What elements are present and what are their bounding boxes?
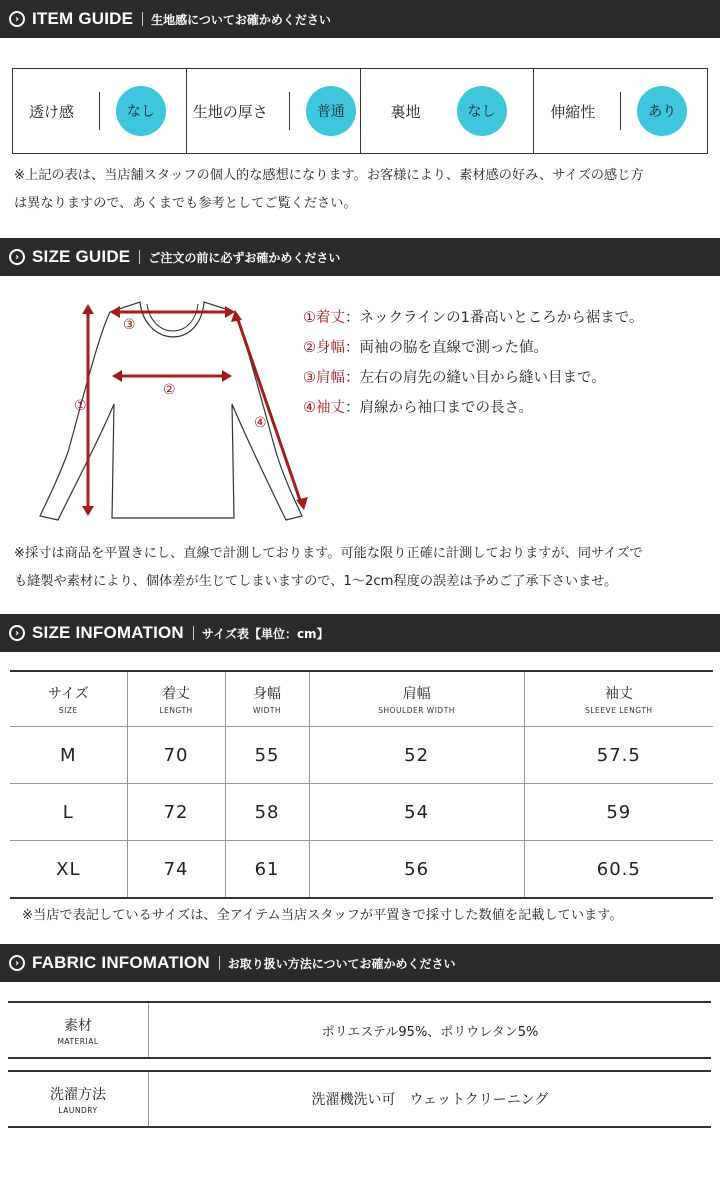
row-header: 洗濯方法 LAUNDRY [8, 1071, 149, 1127]
column-header: 肩幅 SHOULDER WIDTH [309, 671, 524, 727]
table-header-row [10, 671, 713, 727]
size-guide-header [0, 238, 720, 276]
table-cell: XL [10, 841, 127, 899]
item-guide-header [0, 0, 720, 38]
section-title: SIZE INFOMATION [32, 623, 184, 642]
item-guide-cell [361, 69, 535, 153]
item-guide-label: 生地の厚さ [192, 102, 268, 121]
definition-row: ③肩幅：左右の肩先の縫い目から縫い目まで。 [303, 370, 606, 386]
table-cell: 54 [309, 784, 524, 841]
item-guide-badge: あり [637, 86, 687, 136]
section-subtitle: 生地感についてお確かめください [151, 12, 331, 27]
table-row [8, 1002, 711, 1058]
definition-row: ④袖丈：肩線から袖口までの長さ。 [303, 400, 533, 416]
table-cell: 57.5 [524, 727, 713, 784]
laundry-value: 洗濯機洗い可 ウェットクリーニング [149, 1071, 712, 1127]
section-subtitle: サイズ表【単位：cm】 [201, 626, 329, 641]
row-header: 素材 MATERIAL [8, 1002, 149, 1058]
measurement-definitions [303, 303, 644, 423]
item-guide-badge: 普通 [306, 86, 356, 136]
item-note [14, 162, 644, 218]
divider [219, 956, 220, 970]
item-guide-table [12, 68, 708, 154]
table-cell: L [10, 784, 127, 841]
note-line: は異なりますので、あくまでも参考としてご覧ください。 [14, 196, 357, 211]
table-cell: M [10, 727, 127, 784]
shirt-diagram [30, 292, 320, 528]
column-header: 身幅 WIDTH [225, 671, 309, 727]
size-info-header [0, 614, 720, 652]
section-title: SIZE GUIDE [32, 247, 131, 266]
table-row [10, 784, 713, 841]
chevron-right-circle-icon: › [9, 955, 25, 971]
divider [142, 12, 143, 26]
divider [193, 626, 194, 640]
item-guide-label: 裏地 [390, 102, 421, 121]
item-guide-label: 伸縮性 [550, 102, 596, 121]
table-row [10, 841, 713, 899]
divider [139, 250, 140, 264]
size-table [10, 670, 713, 899]
definition-row: ②身幅：両袖の脇を直線で測った値。 [303, 340, 548, 356]
item-guide-cell [13, 69, 187, 153]
chevron-right-circle-icon: › [9, 625, 25, 641]
section-subtitle: お取り扱い方法についてお確かめください [227, 956, 456, 971]
table-row [8, 1071, 711, 1127]
table-cell: 59 [524, 784, 713, 841]
section-title: FABRIC INFOMATION [32, 953, 210, 972]
table-cell: 70 [127, 727, 225, 784]
column-header: 袖丈 SLEEVE LENGTH [524, 671, 713, 727]
table-note: ※当店で表記しているサイズは、全アイテム当店スタッフが平置きで採寸した数値を記載しています。 [22, 908, 623, 923]
laundry-table [8, 1070, 711, 1128]
divider [99, 92, 100, 130]
item-guide-label: 透け感 [29, 102, 75, 121]
chevron-right-circle-icon: › [9, 11, 25, 27]
divider [620, 92, 621, 130]
chevron-right-circle-icon: › [9, 249, 25, 265]
material-value: ポリエステル95%、ポリウレタン5% [149, 1002, 712, 1058]
table-cell: 58 [225, 784, 309, 841]
arrow-head [82, 506, 94, 516]
note-line: ※採寸は商品を平置きにし、直線で計測しております。可能な限り正確に計測しておりますが、同サイズで [14, 546, 643, 561]
table-cell: 61 [225, 841, 309, 899]
divider [289, 92, 290, 130]
arrow-head [82, 304, 94, 314]
item-guide-cell [534, 69, 707, 153]
diagram-label: ② [163, 382, 176, 398]
section-title: ITEM GUIDE [32, 9, 134, 28]
table-row [10, 727, 713, 784]
section-subtitle: ご注文の前に必ずお確かめください [148, 250, 341, 265]
table-cell: 52 [309, 727, 524, 784]
fabric-info-header [0, 944, 720, 982]
note-line: ※上記の表は、当店舗スタッフの個人的な感想になります。お客様により、素材感の好み、サイズの感じ方 [14, 168, 644, 183]
diagram-label: ④ [254, 415, 267, 431]
table-cell: 72 [127, 784, 225, 841]
diagram-label: ③ [123, 317, 136, 333]
item-guide-badge: なし [116, 86, 166, 136]
size-note [14, 540, 643, 596]
table-cell: 55 [225, 727, 309, 784]
item-guide-cell [187, 69, 361, 153]
diagram-label: ① [74, 398, 87, 414]
table-cell: 60.5 [524, 841, 713, 899]
neckline [147, 304, 198, 331]
definition-row: ①着丈：ネックラインの1番高いところから裾まで。 [303, 310, 644, 326]
column-header: サイズ SIZE [10, 671, 127, 727]
material-table [8, 1001, 711, 1059]
table-cell: 74 [127, 841, 225, 899]
item-guide-badge: なし [457, 86, 507, 136]
note-line: も縫製や素材により、個体差が生じてしまいますので、1〜2cm程度の誤差は予めご了承下さいませ。 [14, 574, 618, 589]
column-header: 着丈 LENGTH [127, 671, 225, 727]
table-cell: 56 [309, 841, 524, 899]
